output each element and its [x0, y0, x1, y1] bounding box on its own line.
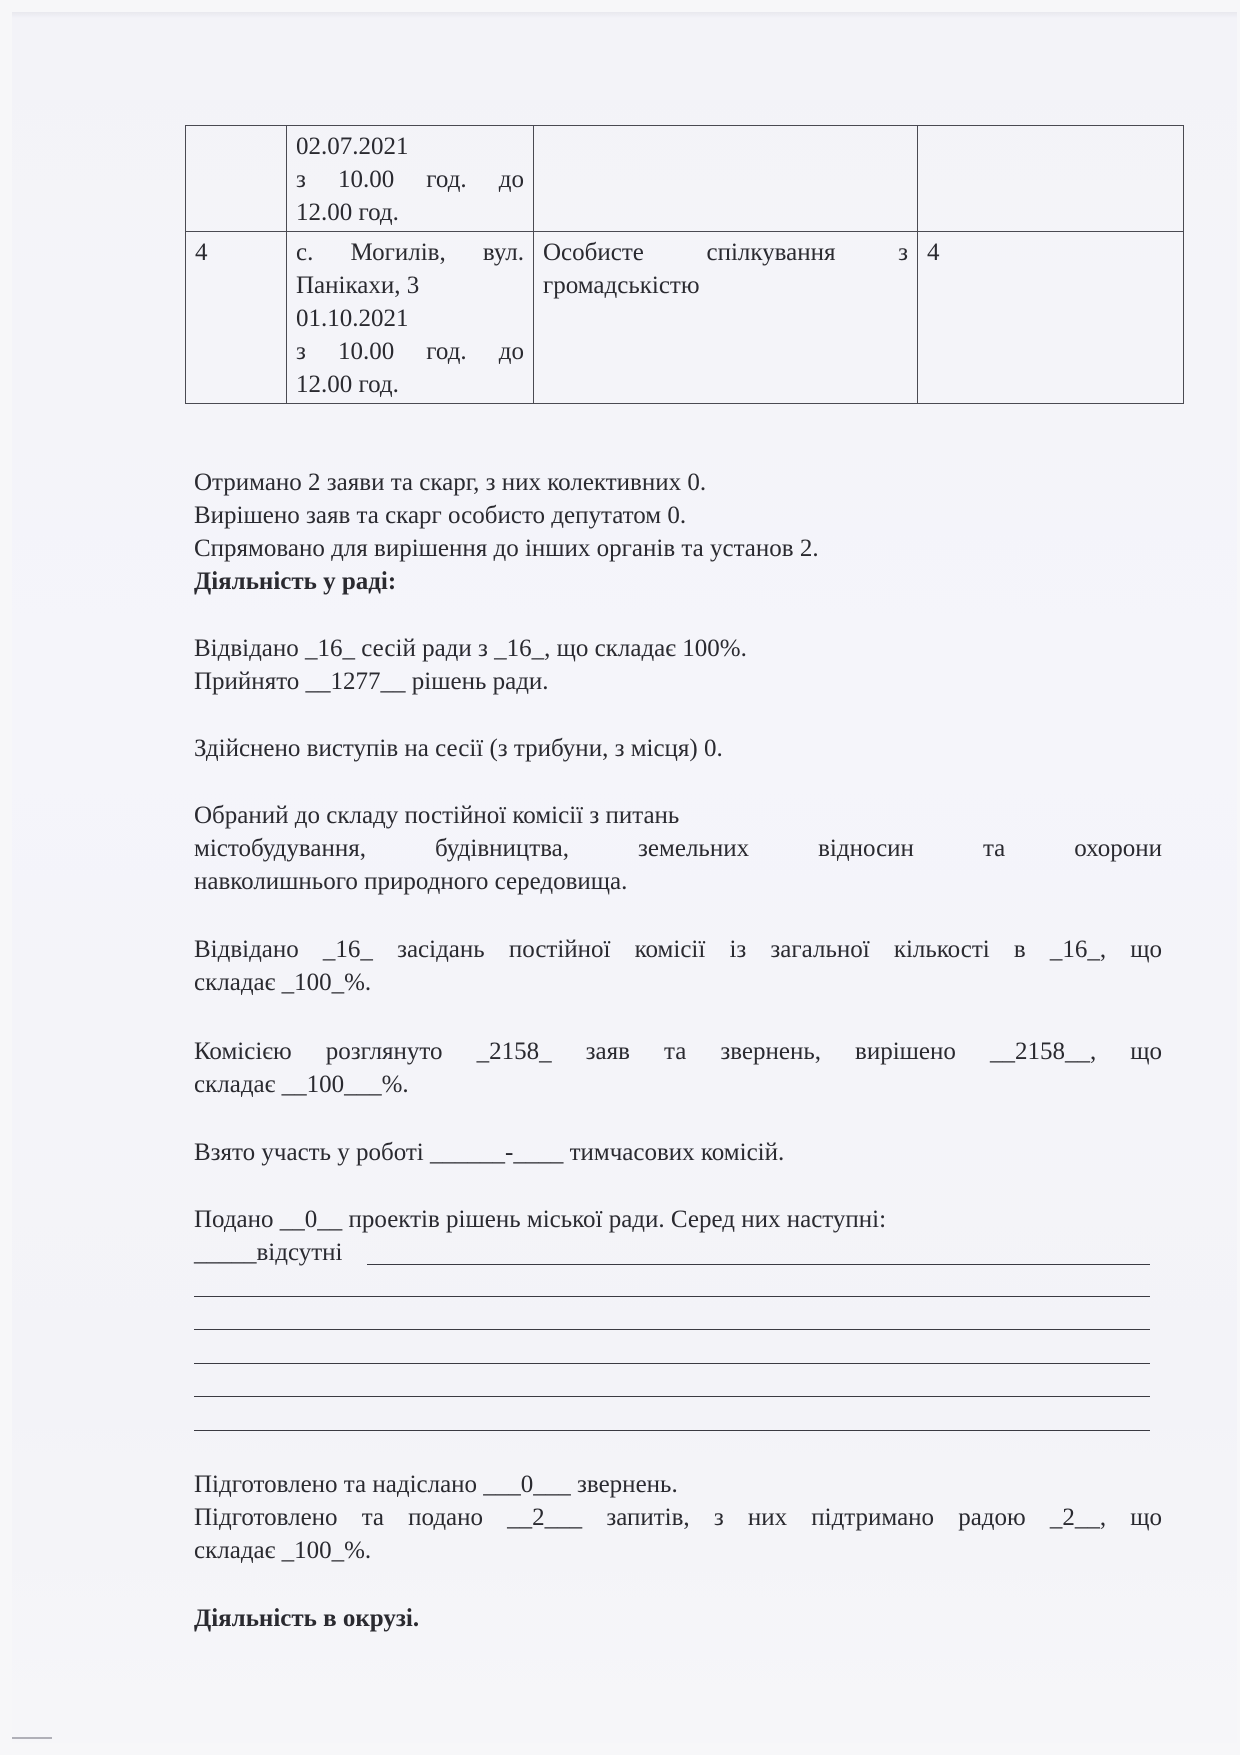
reception-schedule-table — [185, 125, 1184, 404]
count-cell: 4 — [918, 232, 1184, 404]
row-number-cell — [186, 126, 287, 232]
requests-paragraph — [194, 1501, 1162, 1567]
cell-line: с. Могилів, вул. — [296, 239, 524, 266]
draft-decisions-text: Подано __0__ проектів рішень міської ради. Серед них наступні: — [194, 1206, 887, 1233]
count-cell — [918, 126, 1184, 232]
form-cell — [534, 232, 918, 404]
row-number-cell: 4 — [186, 232, 287, 404]
appeals-sent-text: Підготовлено та надіслано ___0___ звернень. — [194, 1471, 678, 1498]
temporary-commissions-text: Взято участь у роботі ______-____ тимчасових комісій. — [194, 1139, 785, 1166]
form-cell — [534, 126, 918, 232]
paragraph-line: Підготовлено та подано __2___ запитів, з них підтримано радою _2__, що — [194, 1504, 1162, 1531]
cell-line: 12.00 год. — [296, 199, 399, 226]
paragraph-line: містобудування, будівництва, земельних відносин та охорони — [194, 835, 1162, 862]
place-time-cell — [287, 126, 534, 232]
blank-prefix: _____ — [194, 1239, 257, 1266]
committee-review-paragraph — [194, 1035, 1162, 1101]
paragraph-line: Комісією розглянуто _2158_ заяв та звернень, вирішено __2158__, що — [194, 1038, 1162, 1065]
speeches-text: Здійснено виступів на сесії (з трибуни, з місця) 0. — [194, 735, 723, 762]
cell-line: 12.00 год. — [296, 371, 399, 398]
paragraph-line: складає __100___%. — [194, 1071, 409, 1098]
blank-line — [367, 1264, 1150, 1265]
page-edge — [12, 12, 1237, 18]
paragraph-line: Обраний до складу постійної комісії з питань — [194, 802, 680, 829]
paragraph-line: складає _100_%. — [194, 1537, 372, 1564]
table-row — [186, 232, 1184, 404]
cell-line: Панікахи, 3 — [296, 272, 420, 299]
cell-line: громадськістю — [543, 272, 700, 299]
paragraph-line: складає _100_%. — [194, 969, 372, 996]
draft-decisions-list — [194, 1236, 343, 1269]
council-activity-heading: Діяльність у раді: — [194, 568, 397, 595]
paragraph-line: навколишнього природного середовища. — [194, 868, 628, 895]
appeals-resolved-text: Вирішено заяв та скарг особисто депутатом 0. — [194, 502, 687, 529]
committee-membership-paragraph — [194, 799, 1162, 898]
decisions-adopted-text: Прийнято __1277__ рішень ради. — [194, 668, 549, 695]
blank-line — [194, 1396, 1150, 1397]
blank-line — [194, 1296, 1150, 1297]
blank-line — [194, 1329, 1150, 1330]
paragraph-line: Відвідано _16_ засідань постійної комісії із загальної кількості в _16_, що — [194, 936, 1162, 963]
cell-line: з 10.00 год. до — [296, 166, 524, 193]
table-row — [186, 126, 1184, 232]
appeals-received-text: Отримано 2 заяви та скарг, з них колективних 0. — [194, 469, 707, 496]
cell-line: 02.07.2021 — [296, 133, 409, 160]
blank-line — [194, 1430, 1150, 1431]
place-time-cell — [287, 232, 534, 404]
committee-meetings-paragraph — [194, 933, 1162, 999]
scan-artifact — [12, 1737, 52, 1739]
cell-line: Особисте спілкування з — [543, 239, 908, 266]
district-activity-heading: Діяльність в окрузі. — [194, 1605, 420, 1632]
cell-line: з 10.00 год. до — [296, 338, 524, 365]
draft-list-value: відсутні — [256, 1239, 343, 1266]
sessions-attended-text: Відвідано _16_ сесій ради з _16_, що складає 100%. — [194, 635, 747, 662]
appeals-forwarded-text: Спрямовано для вирішення до інших органів та установ 2. — [194, 535, 819, 562]
blank-line — [194, 1363, 1150, 1364]
cell-line: 01.10.2021 — [296, 305, 409, 332]
